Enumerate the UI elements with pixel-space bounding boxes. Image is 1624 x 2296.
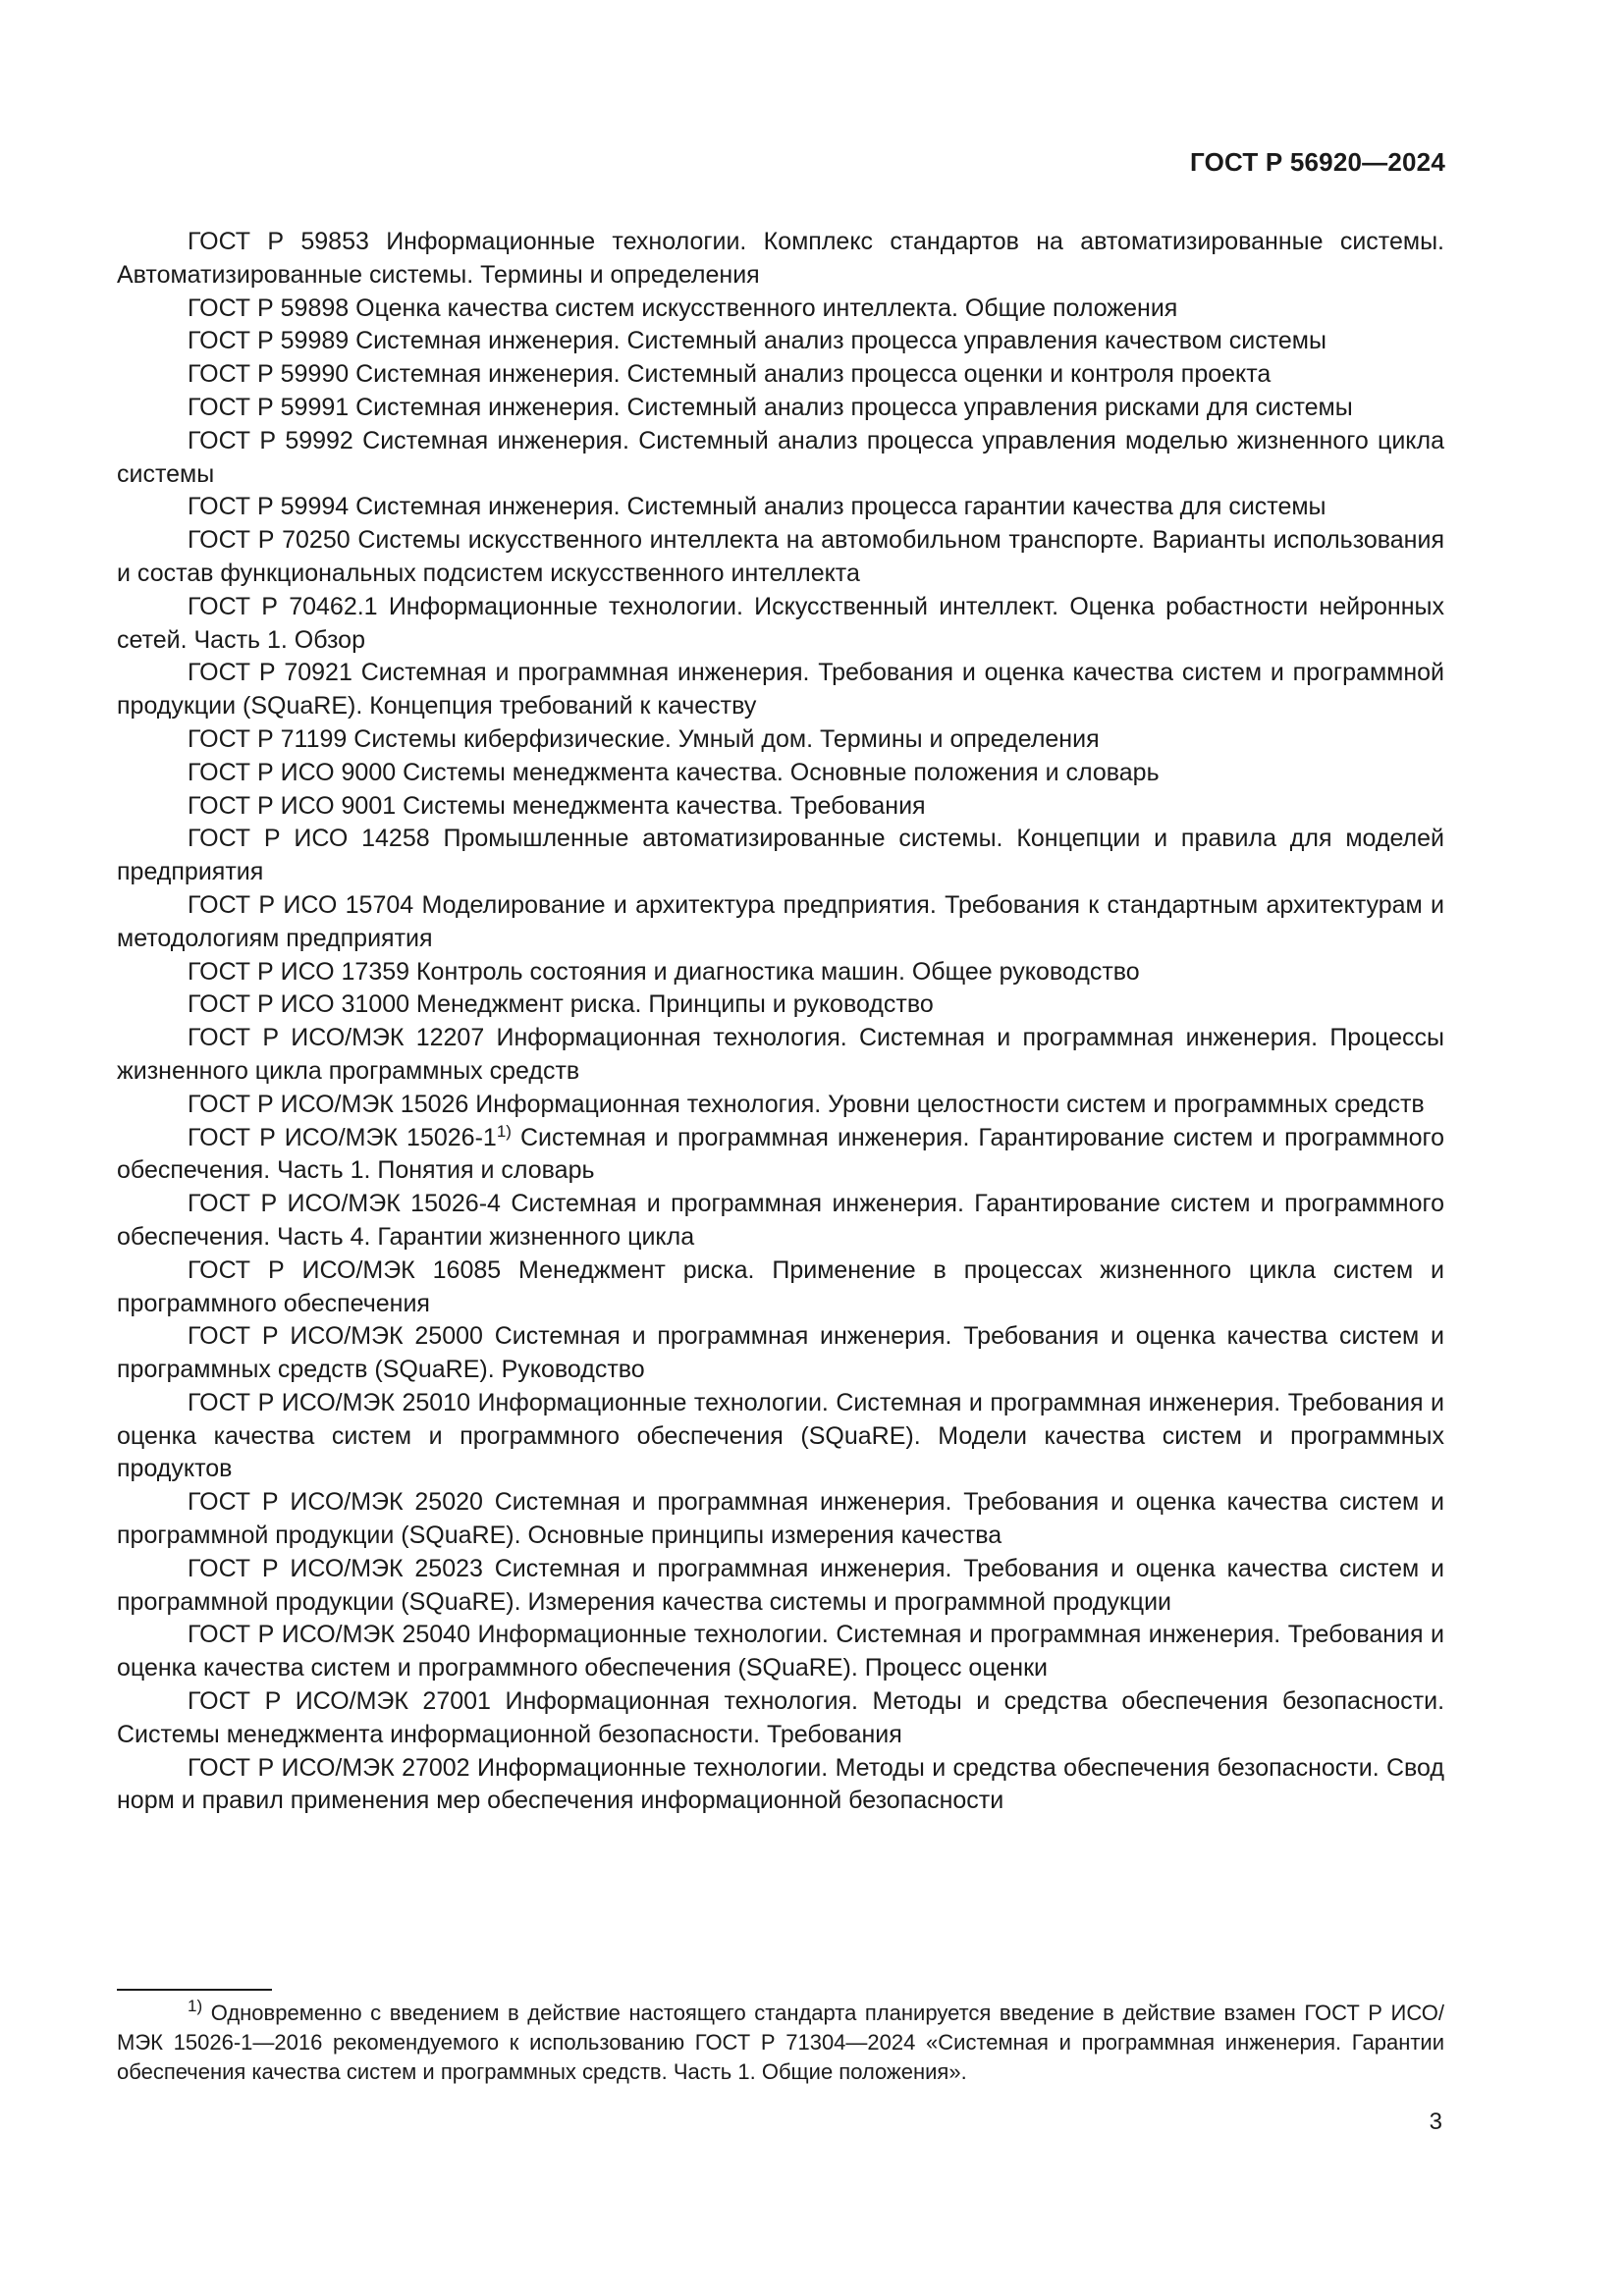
reference-code: ГОСТ Р 59990 — [188, 360, 350, 389]
page-number: 3 — [1429, 2109, 1442, 2135]
reference-code: ГОСТ Р ИСО 15704 — [188, 890, 414, 919]
reference-entry — [117, 524, 1444, 591]
reference-code: ГОСТ Р ИСО/МЭК 25020 — [188, 1488, 483, 1517]
reference-entry — [117, 1022, 1444, 1089]
reference-entry — [117, 757, 1444, 790]
reference-title: Контроль состояния и диагностика машин. Общее руководство — [415, 957, 1140, 986]
reference-entry — [117, 1122, 1444, 1189]
reference-entry — [117, 988, 1444, 1022]
reference-title: Информационная технология. Уровни целостности систем и программных средств — [475, 1090, 1425, 1118]
reference-entry — [117, 293, 1444, 326]
reference-title: Менеджмент риска. Принципы и руководство — [415, 990, 934, 1019]
reference-entry — [117, 358, 1444, 392]
reference-title: Системная инженерия. Системный анализ процесса управления рисками для системы — [355, 393, 1353, 421]
reference-code: ГОСТ Р ИСО/МЭК 27001 — [188, 1687, 491, 1716]
reference-title: Системная и программная инженерия. Требования и оценка качества систем и программных средств (SQuaRE). Руководство — [117, 1322, 1445, 1384]
reference-entry — [117, 392, 1444, 425]
normative-references-list — [117, 226, 1444, 1818]
reference-entry — [117, 723, 1444, 757]
reference-title: Информационная технология. Системная и программная инженерия. Процессы жизненного цикла программных средств — [117, 1024, 1445, 1085]
reference-code: ГОСТ Р ИСО/МЭК 25000 — [188, 1322, 483, 1351]
reference-entry — [117, 823, 1444, 889]
reference-entry — [117, 1255, 1444, 1321]
reference-code: ГОСТ Р ИСО 9000 — [188, 758, 397, 786]
reference-title: Информационные технологии. Комплекс стандартов на автоматизированные системы. Автоматизированные системы. Термины и определения — [117, 228, 1444, 289]
reference-entry — [117, 790, 1444, 824]
reference-entry — [117, 1685, 1444, 1752]
reference-code: ГОСТ Р ИСО/МЭК 25040 — [188, 1621, 470, 1649]
reference-entry — [117, 1387, 1444, 1486]
reference-title: Системная инженерия. Системный анализ процесса оценки и контроля проекта — [355, 360, 1272, 389]
reference-code: ГОСТ Р 59991 — [188, 393, 350, 421]
reference-title: Информационные технологии. Системная и программная инженерия. Требования и оценка качества систем и программного обеспечения (SQuaRE). Процесс оценки — [117, 1621, 1444, 1682]
reference-title: Моделирование и архитектура предприятия. Требования к стандартным архитектурам и методологиям предприятия — [117, 890, 1444, 952]
reference-code: ГОСТ Р 70250 — [188, 526, 351, 555]
reference-title: Системы искусственного интеллекта на автомобильном транспорте. Варианты использования и состав функциональных подсистем искусственного интеллекта — [117, 526, 1444, 587]
reference-code: ГОСТ Р ИСО 9001 — [188, 791, 397, 820]
reference-title: Системная и программная инженерия. Требования и оценка качества систем и программной продукции (SQuaRE). Основные принципы измерения качества — [117, 1488, 1445, 1550]
reference-title: Информационная технология. Методы и средства обеспечения безопасности. Системы менеджмента информационной безопасности. Требования — [117, 1687, 1445, 1748]
reference-title: Менеджмент риска. Применение в процессах жизненного цикла систем и программного обеспечения — [117, 1255, 1444, 1317]
reference-title: Системная и программная инженерия. Требования и оценка качества систем и программной продукции (SQuaRE). Измерения качества системы и программной продукции — [117, 1554, 1445, 1616]
reference-footnote-mark: 1) — [496, 1121, 512, 1141]
reference-code: ГОСТ Р 59898 — [188, 294, 350, 322]
reference-entry — [117, 1752, 1444, 1819]
footnote-text: Одновременно с введением в действие настоящего стандарта планируется введение в действие взамен ГОСТ Р ИСО/МЭК 15026-1—2016 рекомендуемого к использованию ГОСТ Р 71304—2024 «Системная и программная инженерия. Гарантии обеспечения качества систем и программных средств. Часть 1. Общие положения». — [117, 2001, 1444, 2084]
footnote-divider — [117, 1989, 272, 1991]
reference-title: Информационные технологии. Методы и средства обеспечения безопасности. Свод норм и правил применения мер обеспечения информационной безопасности — [117, 1753, 1445, 1815]
reference-entry — [117, 1553, 1444, 1620]
reference-code: ГОСТ Р ИСО/МЭК 15026-4 — [188, 1190, 501, 1218]
reference-entry — [117, 425, 1444, 492]
reference-code: ГОСТ Р 70921 — [188, 659, 352, 687]
reference-code: ГОСТ Р ИСО/МЭК 25023 — [188, 1554, 483, 1582]
reference-code: ГОСТ Р 59989 — [188, 327, 350, 355]
reference-title: Системная инженерия. Системный анализ процесса управления моделью жизненного цикла системы — [117, 426, 1444, 488]
reference-code: ГОСТ Р ИСО/МЭК 12207 — [188, 1024, 485, 1052]
reference-title: Системная и программная инженерия. Гарантирование систем и программного обеспечения. Часть 1. Понятия и словарь — [117, 1123, 1444, 1185]
reference-entry — [117, 1188, 1444, 1255]
reference-entry — [117, 226, 1444, 293]
reference-code: ГОСТ Р ИСО 17359 — [188, 957, 410, 986]
reference-title: Системная инженерия. Системный анализ процесса управления качеством системы — [355, 327, 1326, 355]
reference-code: ГОСТ Р ИСО/МЭК 27002 — [188, 1753, 470, 1782]
reference-code: ГОСТ Р 71199 — [188, 724, 348, 753]
reference-entry — [117, 325, 1444, 358]
reference-title: Оценка качества систем искусственного интеллекта. Общие положения — [355, 294, 1178, 322]
reference-title: Системная и программная инженерия. Гарантирование систем и программного обеспечения. Часть 4. Гарантии жизненного цикла — [117, 1190, 1444, 1251]
footnote — [117, 1999, 1444, 2087]
reference-title: Промышленные автоматизированные системы. Концепции и правила для моделей предприятия — [117, 825, 1444, 886]
reference-entry — [117, 657, 1444, 723]
reference-entry — [117, 1089, 1444, 1122]
reference-code: ГОСТ Р 70462.1 — [188, 592, 378, 620]
document-header-code: ГОСТ Р 56920—2024 — [1190, 147, 1445, 177]
reference-entry — [117, 889, 1444, 956]
footnote-mark: 1) — [188, 1997, 203, 2015]
reference-code: ГОСТ Р 59994 — [188, 493, 350, 521]
footnote-block — [117, 1999, 1444, 2087]
reference-code: ГОСТ Р ИСО/МЭК 15026-1 — [188, 1123, 497, 1151]
reference-title: Системы менеджмента качества. Основные положения и словарь — [403, 758, 1160, 786]
reference-title: Системы киберфизические. Умный дом. Термины и определения — [353, 724, 1100, 753]
reference-entry — [117, 1619, 1444, 1685]
reference-code: ГОСТ Р 59853 — [188, 228, 369, 255]
reference-entry — [117, 956, 1444, 989]
reference-entry — [117, 1486, 1444, 1553]
reference-code: ГОСТ Р ИСО 31000 — [188, 990, 410, 1019]
reference-code: ГОСТ Р ИСО/МЭК 16085 — [188, 1255, 502, 1284]
reference-title: Системная и программная инженерия. Требования и оценка качества систем и программной продукции (SQuaRE). Концепция требований к качеству — [117, 659, 1444, 721]
reference-title: Системная инженерия. Системный анализ процесса гарантии качества для системы — [355, 493, 1326, 521]
reference-entry — [117, 591, 1444, 658]
reference-entry — [117, 1320, 1444, 1387]
reference-code: ГОСТ Р 59992 — [188, 426, 353, 454]
reference-code: ГОСТ Р ИСО/МЭК 25010 — [188, 1388, 470, 1416]
reference-code: ГОСТ Р ИСО 14258 — [188, 825, 430, 853]
reference-entry — [117, 491, 1444, 524]
reference-title: Информационные технологии. Системная и программная инженерия. Требования и оценка качества систем и программного обеспечения (SQuaRE). Модели качества систем и программных продуктов — [117, 1388, 1444, 1483]
reference-code: ГОСТ Р ИСО/МЭК 15026 — [188, 1090, 469, 1118]
reference-title: Информационные технологии. Искусственный интеллект. Оценка робастности нейронных сетей. Часть 1. Обзор — [117, 592, 1444, 654]
reference-title: Системы менеджмента качества. Требования — [403, 791, 926, 820]
